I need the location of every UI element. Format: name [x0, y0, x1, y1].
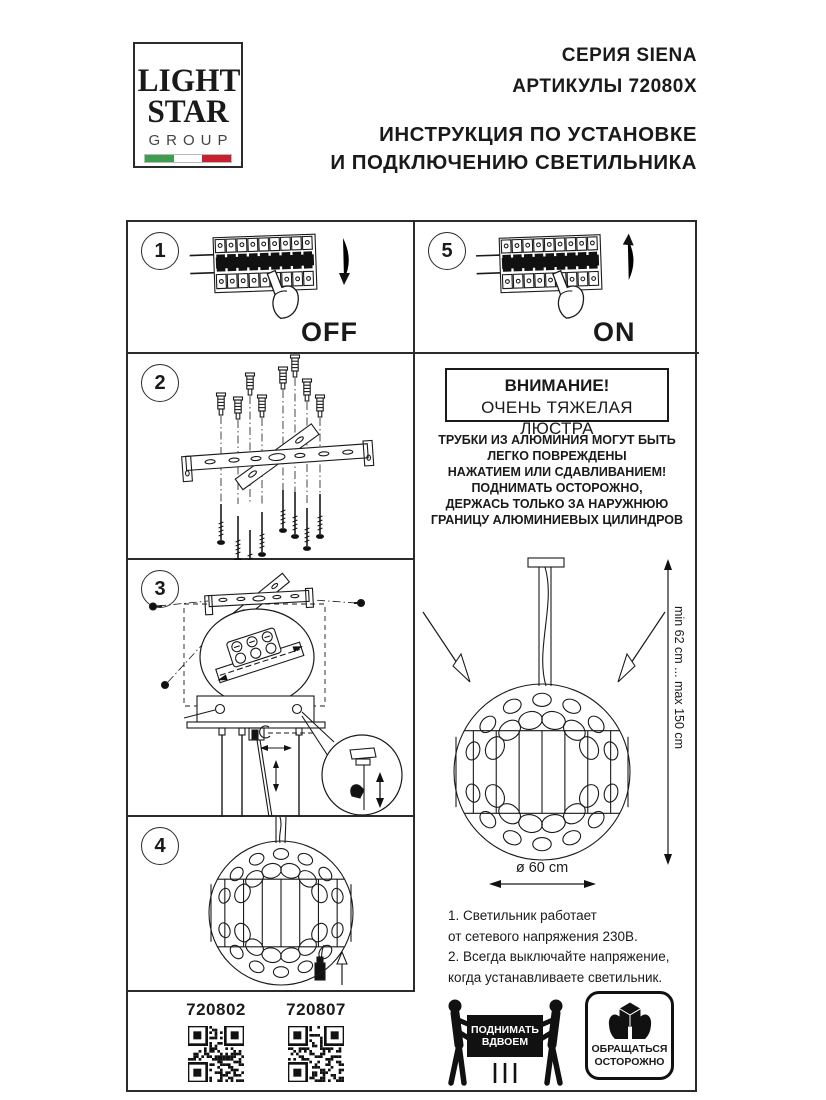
- breaker-on-illustration: [415, 222, 699, 354]
- usage-notes: 1. Светильник работает от сетевого напряжения 230В. 2. Всегда выключайте напряжение, когда устанавливаете светильник.: [448, 908, 670, 985]
- document-titles: [330, 40, 697, 177]
- flag-red: [202, 155, 231, 162]
- on-label: ON: [593, 317, 636, 347]
- lightstar-logo: [133, 42, 243, 168]
- warning-title: ВНИМАНИЕ!: [504, 376, 610, 395]
- warning-box: [445, 368, 669, 438]
- panel-articles-qr: [128, 992, 415, 1094]
- step-4-number: 4: [141, 827, 179, 865]
- step-3-number: 3: [141, 570, 179, 608]
- height-range-dimension: min 62 cm ... max 150 cm: [672, 606, 686, 750]
- flag-green: [145, 155, 174, 162]
- step-1-number: 1: [141, 232, 179, 270]
- breaker-off-illustration: [128, 222, 415, 354]
- qr-code-720802: [188, 1026, 244, 1082]
- panel-step-4: [128, 817, 415, 992]
- instruction-table: [126, 220, 697, 1092]
- series-title: СЕРИЯ SIENA: [561, 45, 697, 66]
- instruction-title-line1: ИНСТРУКЦИЯ ПО УСТАНОВКЕ: [379, 123, 697, 146]
- qr-item-left: [166, 1000, 266, 1082]
- canopy-wiring-illustration: [128, 560, 415, 817]
- warning-body: ТРУБКИ ИЗ АЛЮМИНИЯ МОГУТ БЫТЬ ЛЕГКО ПОВРЕЖДЕНЫ НАЖАТИЕМ ИЛИ СДАВЛИВАНИЕМ! ПОДНИМАТЬ ОСТОРОЖНО, ДЕРЖАСЬ ТОЛЬКО ЗА НАРУЖНЮЮ ГРАНИЦУ АЛЮМИНИЕВЫХ ЦИЛИНДРОВ: [430, 433, 684, 527]
- panel-step-5: [415, 222, 699, 354]
- logo-word-light: LIGHT: [137, 63, 241, 99]
- panel-warning-and-diagram: [415, 354, 699, 1094]
- bracket-exploded-illustration: [128, 354, 415, 560]
- handle-badge-text: ОБРАЩАТЬСЯ ОСТОРОЖНО: [591, 1043, 668, 1068]
- panel-step-3: [128, 560, 415, 817]
- hanging-chandelier-diagram: [415, 554, 699, 904]
- step-2-number: 2: [141, 364, 179, 402]
- diameter-dimension: ø 60 cm: [515, 860, 569, 876]
- flag-white: [174, 155, 203, 162]
- logo-word-group: GROUP: [148, 132, 234, 149]
- handle-with-care-badge: [585, 991, 674, 1080]
- panel-step-2: [128, 354, 415, 560]
- off-label: OFF: [301, 317, 358, 347]
- article-number-720802: 720802: [186, 1000, 246, 1019]
- qr-item-right: [266, 1000, 366, 1082]
- logo-word-star: STAR: [147, 94, 229, 130]
- italian-flag-bar: [144, 154, 232, 163]
- warning-subtitle: ОЧЕНЬ ТЯЖЕЛАЯ ЛЮСТРА: [481, 398, 633, 438]
- chandelier-plug-illustration: [128, 817, 415, 992]
- step-5-number: 5: [428, 232, 466, 270]
- lift-badge: ПОДНИМАТЬ ВДВОЕМ: [467, 1015, 543, 1057]
- articles-title: АРТИКУЛЫ 72080X: [512, 76, 697, 97]
- qr-code-720807: [288, 1026, 344, 1082]
- panel-step-1: [128, 222, 415, 354]
- hands-cube-icon: [607, 1001, 653, 1041]
- instruction-title-line2: И ПОДКЛЮЧЕНИЮ СВЕТИЛЬНИКА: [330, 151, 697, 174]
- article-number-720807: 720807: [286, 1000, 346, 1019]
